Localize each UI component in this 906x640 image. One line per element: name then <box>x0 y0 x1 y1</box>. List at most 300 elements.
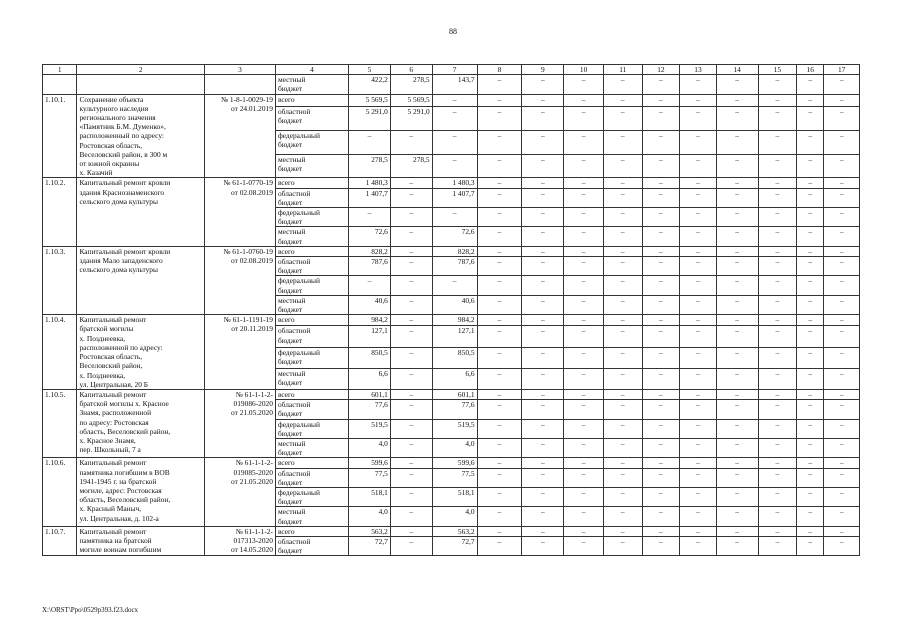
funding-source: областной бюджет <box>275 107 348 131</box>
funding-source: всего <box>275 315 348 326</box>
empty-year-cell: – <box>477 487 522 506</box>
document-number: № 61-1-1-2- 019086-2020 от 21.05.2020 <box>204 389 275 457</box>
empty-year-cell: – <box>797 295 824 314</box>
empty-year-cell: – <box>758 257 797 276</box>
amount-cell: 519,5 <box>349 419 391 438</box>
empty-year-cell: – <box>564 507 604 526</box>
amount-cell: 984,2 <box>432 315 477 326</box>
empty-year-cell: – <box>564 326 604 347</box>
header-cell: 2 <box>77 65 204 75</box>
empty-year-cell: – <box>603 526 642 536</box>
empty-year-cell: – <box>680 536 717 555</box>
empty-year-cell: – <box>758 438 797 457</box>
document-number: № 61-1-1191-19 от 20.11.2019 <box>204 315 275 390</box>
funding-source: местный бюджет <box>275 75 348 94</box>
empty-year-cell: – <box>680 154 717 178</box>
item-name: Сохранение объекта культурного наследия регионального значения «Памятник Б.М. Думенко», расположенный по адресу: Ростовская область, Веселовский район, в 300 м от южной окраины х. Казачий <box>77 94 204 178</box>
amount-cell: 1 480,3 <box>349 178 391 188</box>
empty-year-cell: – <box>797 400 824 419</box>
amount-cell: 278,5 <box>349 154 391 178</box>
empty-year-cell: – <box>642 438 680 457</box>
empty-year-cell: – <box>797 75 824 94</box>
amount-cell: 4,0 <box>349 507 391 526</box>
empty-year-cell: – <box>824 458 860 468</box>
empty-year-cell: – <box>603 154 642 178</box>
item-number: 1.10.4. <box>43 315 77 390</box>
item-name: Капитальный ремонт братской могилы х. Позднеевка, расположенной по адресу: Ростовская область, Веселовский район, х. Позднеевка, ул. Центральная, 20 Б <box>77 315 204 390</box>
header-cell: 12 <box>642 65 680 75</box>
empty-year-cell: – <box>758 75 797 94</box>
item-number: 1.10.7. <box>43 526 77 556</box>
empty-year-cell: – <box>522 487 564 506</box>
empty-year-cell: – <box>797 130 824 154</box>
empty-year-cell: – <box>716 438 758 457</box>
amount-cell: 518,1 <box>349 487 391 506</box>
empty-year-cell: – <box>758 188 797 207</box>
empty-year-cell: – <box>824 315 860 326</box>
empty-year-cell: – <box>716 257 758 276</box>
funding-source: федеральный бюджет <box>275 208 348 227</box>
empty-year-cell: – <box>716 246 758 256</box>
empty-year-cell: – <box>680 400 717 419</box>
amount-cell: – <box>349 276 391 295</box>
amount-cell: – <box>390 208 432 227</box>
empty-year-cell: – <box>797 389 824 399</box>
funding-source: федеральный бюджет <box>275 347 348 368</box>
empty-year-cell: – <box>642 295 680 314</box>
amount-cell: 40,6 <box>349 295 391 314</box>
empty-year-cell: – <box>680 246 717 256</box>
empty-year-cell: – <box>522 94 564 107</box>
empty-year-cell: – <box>824 154 860 178</box>
empty-year-cell: – <box>797 438 824 457</box>
empty-year-cell: – <box>824 178 860 188</box>
empty-year-cell: – <box>642 400 680 419</box>
empty-year-cell: – <box>642 487 680 506</box>
empty-year-cell: – <box>477 315 522 326</box>
amount-cell: 77,6 <box>432 400 477 419</box>
item-name: Капитальный ремонт кровли здания Краснознаменского сельского дома культуры <box>77 178 204 246</box>
empty-year-cell: – <box>642 389 680 399</box>
empty-year-cell: – <box>758 130 797 154</box>
document-number: № 61-1-1-2- 017313-2020 от 14.05.2020 <box>204 526 275 556</box>
empty-year-cell: – <box>824 276 860 295</box>
empty-year-cell: – <box>824 468 860 487</box>
document-number: № 61-1-0760-19 от 02.08.2019 <box>204 246 275 314</box>
empty-year-cell: – <box>680 107 717 131</box>
amount-cell: – <box>432 276 477 295</box>
empty-year-cell: – <box>758 246 797 256</box>
empty-year-cell: – <box>680 94 717 107</box>
empty-year-cell: – <box>716 487 758 506</box>
amount-cell: – <box>432 154 477 178</box>
amount-cell: – <box>432 208 477 227</box>
empty-year-cell: – <box>642 257 680 276</box>
header-cell: 6 <box>390 65 432 75</box>
empty-year-cell: – <box>716 526 758 536</box>
empty-year-cell: – <box>716 276 758 295</box>
empty-year-cell: – <box>758 368 797 389</box>
empty-year-cell: – <box>522 227 564 246</box>
empty-year-cell: – <box>797 468 824 487</box>
empty-year-cell: – <box>758 507 797 526</box>
amount-cell: 72,6 <box>432 227 477 246</box>
empty-year-cell: – <box>680 419 717 438</box>
empty-year-cell: – <box>797 107 824 131</box>
empty-year-cell: – <box>797 347 824 368</box>
funding-source: местный бюджет <box>275 438 348 457</box>
empty-year-cell: – <box>758 295 797 314</box>
empty-year-cell: – <box>680 130 717 154</box>
empty-year-cell: – <box>564 315 604 326</box>
amount-cell: – <box>390 526 432 536</box>
amount-cell: 850,5 <box>349 347 391 368</box>
empty-year-cell: – <box>642 315 680 326</box>
funding-source: областной бюджет <box>275 188 348 207</box>
empty-year-cell: – <box>564 208 604 227</box>
empty-year-cell: – <box>680 458 717 468</box>
item-name: Капитальный ремонт кровли здания Мало западенского сельского дома культуры <box>77 246 204 314</box>
empty-year-cell: – <box>564 75 604 94</box>
empty-year-cell: – <box>680 188 717 207</box>
amount-cell: – <box>349 208 391 227</box>
empty-year-cell: – <box>564 257 604 276</box>
empty-year-cell: – <box>564 400 604 419</box>
empty-year-cell: – <box>522 315 564 326</box>
amount-cell: – <box>390 276 432 295</box>
empty-year-cell: – <box>642 208 680 227</box>
empty-year-cell: – <box>603 257 642 276</box>
amount-cell: 77,5 <box>432 468 477 487</box>
empty-year-cell: – <box>642 536 680 555</box>
funding-source: местный бюджет <box>275 154 348 178</box>
funding-source: местный бюджет <box>275 507 348 526</box>
amount-cell: 563,2 <box>432 526 477 536</box>
amount-cell: 5 291,0 <box>349 107 391 131</box>
empty-year-cell: – <box>797 154 824 178</box>
amount-cell: – <box>390 295 432 314</box>
item-name: Капитальный ремонт памятника на братской могиле воинам погибшим <box>77 526 204 556</box>
empty-year-cell: – <box>522 295 564 314</box>
empty-year-cell: – <box>522 75 564 94</box>
empty-year-cell: – <box>603 419 642 438</box>
funding-source: всего <box>275 458 348 468</box>
empty-year-cell: – <box>564 438 604 457</box>
empty-year-cell: – <box>642 468 680 487</box>
item-number: 1.10.5. <box>43 389 77 457</box>
empty-year-cell: – <box>477 130 522 154</box>
empty-year-cell: – <box>716 368 758 389</box>
empty-year-cell: – <box>564 227 604 246</box>
empty-year-cell: – <box>758 400 797 419</box>
empty-year-cell: – <box>477 536 522 555</box>
table-row <box>43 389 860 399</box>
empty-year-cell: – <box>824 208 860 227</box>
empty-year-cell: – <box>758 227 797 246</box>
empty-year-cell: – <box>758 468 797 487</box>
empty-year-cell: – <box>680 315 717 326</box>
empty-year-cell: – <box>797 188 824 207</box>
amount-cell: – <box>390 246 432 256</box>
empty-year-cell: – <box>522 257 564 276</box>
empty-year-cell: – <box>477 178 522 188</box>
empty-year-cell: – <box>758 458 797 468</box>
empty-year-cell: – <box>716 154 758 178</box>
item-number: 1.10.2. <box>43 178 77 246</box>
empty-year-cell: – <box>680 389 717 399</box>
empty-year-cell: – <box>758 419 797 438</box>
amount-cell: 787,6 <box>349 257 391 276</box>
empty-year-cell: – <box>603 507 642 526</box>
empty-year-cell: – <box>680 208 717 227</box>
amount-cell: – <box>390 438 432 457</box>
empty-year-cell: – <box>477 438 522 457</box>
empty-year-cell: – <box>824 295 860 314</box>
empty-year-cell: – <box>642 507 680 526</box>
empty-year-cell: – <box>603 276 642 295</box>
empty-year-cell: – <box>716 536 758 555</box>
empty-year-cell: – <box>824 326 860 347</box>
empty-year-cell: – <box>603 130 642 154</box>
header-cell: 8 <box>477 65 522 75</box>
empty-year-cell: – <box>603 458 642 468</box>
empty-year-cell: – <box>477 389 522 399</box>
funding-source: федеральный бюджет <box>275 419 348 438</box>
amount-cell: 1 407,7 <box>349 188 391 207</box>
empty-year-cell: – <box>522 400 564 419</box>
empty-year-cell: – <box>680 276 717 295</box>
empty-year-cell: – <box>603 438 642 457</box>
empty-year-cell: – <box>477 507 522 526</box>
empty-year-cell: – <box>564 188 604 207</box>
funding-source: местный бюджет <box>275 295 348 314</box>
empty-year-cell: – <box>477 75 522 94</box>
table-row <box>43 178 860 188</box>
amount-cell: 143,7 <box>432 75 477 94</box>
empty-year-cell: – <box>477 419 522 438</box>
empty-year-cell: – <box>603 389 642 399</box>
empty-year-cell: – <box>477 526 522 536</box>
empty-year-cell: – <box>824 419 860 438</box>
header-cell: 5 <box>349 65 391 75</box>
empty-year-cell: – <box>680 368 717 389</box>
empty-year-cell: – <box>824 389 860 399</box>
empty-year-cell: – <box>522 468 564 487</box>
empty-year-cell: – <box>797 208 824 227</box>
amount-cell: 984,2 <box>349 315 391 326</box>
empty-year-cell: – <box>716 130 758 154</box>
header-cell: 17 <box>824 65 860 75</box>
empty-year-cell: – <box>680 75 717 94</box>
empty-year-cell: – <box>797 368 824 389</box>
funding-source: всего <box>275 389 348 399</box>
empty-year-cell: – <box>642 188 680 207</box>
header-cell: 7 <box>432 65 477 75</box>
amount-cell: 828,2 <box>349 246 391 256</box>
item-number <box>43 75 77 94</box>
amount-cell: – <box>390 188 432 207</box>
empty-year-cell: – <box>824 130 860 154</box>
empty-year-cell: – <box>477 94 522 107</box>
empty-year-cell: – <box>642 107 680 131</box>
item-number: 1.10.6. <box>43 458 77 526</box>
header-cell: 13 <box>680 65 717 75</box>
empty-year-cell: – <box>824 400 860 419</box>
empty-year-cell: – <box>603 246 642 256</box>
empty-year-cell: – <box>603 94 642 107</box>
empty-year-cell: – <box>477 246 522 256</box>
empty-year-cell: – <box>797 227 824 246</box>
amount-cell: 72,6 <box>349 227 391 246</box>
empty-year-cell: – <box>642 526 680 536</box>
amount-cell: 5 291,0 <box>390 107 432 131</box>
funding-source: областной бюджет <box>275 400 348 419</box>
funding-source: областной бюджет <box>275 257 348 276</box>
empty-year-cell: – <box>797 458 824 468</box>
funding-source: федеральный бюджет <box>275 487 348 506</box>
funding-source: федеральный бюджет <box>275 130 348 154</box>
empty-year-cell: – <box>603 368 642 389</box>
empty-year-cell: – <box>564 94 604 107</box>
funding-source: областной бюджет <box>275 468 348 487</box>
empty-year-cell: – <box>603 178 642 188</box>
empty-year-cell: – <box>477 257 522 276</box>
amount-cell: – <box>390 178 432 188</box>
empty-year-cell: – <box>603 75 642 94</box>
empty-year-cell: – <box>603 326 642 347</box>
empty-year-cell: – <box>642 94 680 107</box>
empty-year-cell: – <box>680 347 717 368</box>
empty-year-cell: – <box>564 276 604 295</box>
empty-year-cell: – <box>564 419 604 438</box>
empty-year-cell: – <box>716 188 758 207</box>
empty-year-cell: – <box>477 208 522 227</box>
empty-year-cell: – <box>797 94 824 107</box>
empty-year-cell: – <box>797 276 824 295</box>
empty-year-cell: – <box>603 487 642 506</box>
empty-year-cell: – <box>758 276 797 295</box>
empty-year-cell: – <box>716 400 758 419</box>
empty-year-cell: – <box>603 188 642 207</box>
empty-year-cell: – <box>603 347 642 368</box>
empty-year-cell: – <box>564 487 604 506</box>
empty-year-cell: – <box>642 368 680 389</box>
header-cell: 4 <box>275 65 348 75</box>
amount-cell: 5 569,5 <box>390 94 432 107</box>
document-number: № 61-1-1-2- 019085-2020 от 21.05.2020 <box>204 458 275 526</box>
table-body <box>43 75 860 556</box>
amount-cell: 4,0 <box>349 438 391 457</box>
amount-cell: 72,7 <box>349 536 391 555</box>
amount-cell: – <box>390 389 432 399</box>
empty-year-cell: – <box>522 526 564 536</box>
empty-year-cell: – <box>716 75 758 94</box>
empty-year-cell: – <box>758 154 797 178</box>
empty-year-cell: – <box>522 507 564 526</box>
funding-source: областной бюджет <box>275 536 348 555</box>
amount-cell: 828,2 <box>432 246 477 256</box>
amount-cell: – <box>390 419 432 438</box>
empty-year-cell: – <box>758 107 797 131</box>
empty-year-cell: – <box>680 257 717 276</box>
empty-year-cell: – <box>522 188 564 207</box>
empty-year-cell: – <box>477 107 522 131</box>
empty-year-cell: – <box>522 326 564 347</box>
empty-year-cell: – <box>758 208 797 227</box>
amount-cell: 4,0 <box>432 507 477 526</box>
empty-year-cell: – <box>522 438 564 457</box>
empty-year-cell: – <box>522 154 564 178</box>
empty-year-cell: – <box>824 368 860 389</box>
empty-year-cell: – <box>522 178 564 188</box>
amount-cell: – <box>390 487 432 506</box>
empty-year-cell: – <box>797 507 824 526</box>
header-cell: 1 <box>43 65 77 75</box>
empty-year-cell: – <box>680 487 717 506</box>
amount-cell: 601,1 <box>432 389 477 399</box>
empty-year-cell: – <box>824 94 860 107</box>
empty-year-cell: – <box>477 368 522 389</box>
empty-year-cell: – <box>522 347 564 368</box>
amount-cell: 278,5 <box>390 75 432 94</box>
empty-year-cell: – <box>716 178 758 188</box>
empty-year-cell: – <box>824 526 860 536</box>
amount-cell: 1 480,3 <box>432 178 477 188</box>
empty-year-cell: – <box>758 315 797 326</box>
amount-cell: – <box>390 227 432 246</box>
funding-source: федеральный бюджет <box>275 276 348 295</box>
amount-cell: 72,7 <box>432 536 477 555</box>
table-row <box>43 526 860 536</box>
document-number: № 1-8-1-0029-19 от 24.01.2019 <box>204 94 275 178</box>
empty-year-cell: – <box>758 389 797 399</box>
amount-cell: – <box>349 130 391 154</box>
funding-source: местный бюджет <box>275 227 348 246</box>
empty-year-cell: – <box>758 536 797 555</box>
empty-year-cell: – <box>824 507 860 526</box>
amount-cell: 601,1 <box>349 389 391 399</box>
amount-cell: 563,2 <box>349 526 391 536</box>
empty-year-cell: – <box>477 400 522 419</box>
empty-year-cell: – <box>716 326 758 347</box>
empty-year-cell: – <box>716 107 758 131</box>
empty-year-cell: – <box>564 368 604 389</box>
amount-cell: 422,2 <box>349 75 391 94</box>
amount-cell: – <box>432 130 477 154</box>
amount-cell: 127,1 <box>432 326 477 347</box>
empty-year-cell: – <box>642 227 680 246</box>
funding-source: всего <box>275 178 348 188</box>
empty-year-cell: – <box>758 526 797 536</box>
empty-year-cell: – <box>642 419 680 438</box>
empty-year-cell: – <box>824 487 860 506</box>
empty-year-cell: – <box>642 276 680 295</box>
empty-year-cell: – <box>824 246 860 256</box>
empty-year-cell: – <box>797 246 824 256</box>
empty-year-cell: – <box>797 178 824 188</box>
amount-cell: – <box>390 315 432 326</box>
empty-year-cell: – <box>522 458 564 468</box>
empty-year-cell: – <box>564 536 604 555</box>
empty-year-cell: – <box>477 154 522 178</box>
header-cell: 9 <box>522 65 564 75</box>
amount-cell: 519,5 <box>432 419 477 438</box>
empty-year-cell: – <box>716 347 758 368</box>
empty-year-cell: – <box>603 107 642 131</box>
empty-year-cell: – <box>522 276 564 295</box>
header-cell: 16 <box>797 65 824 75</box>
funding-source: всего <box>275 94 348 107</box>
